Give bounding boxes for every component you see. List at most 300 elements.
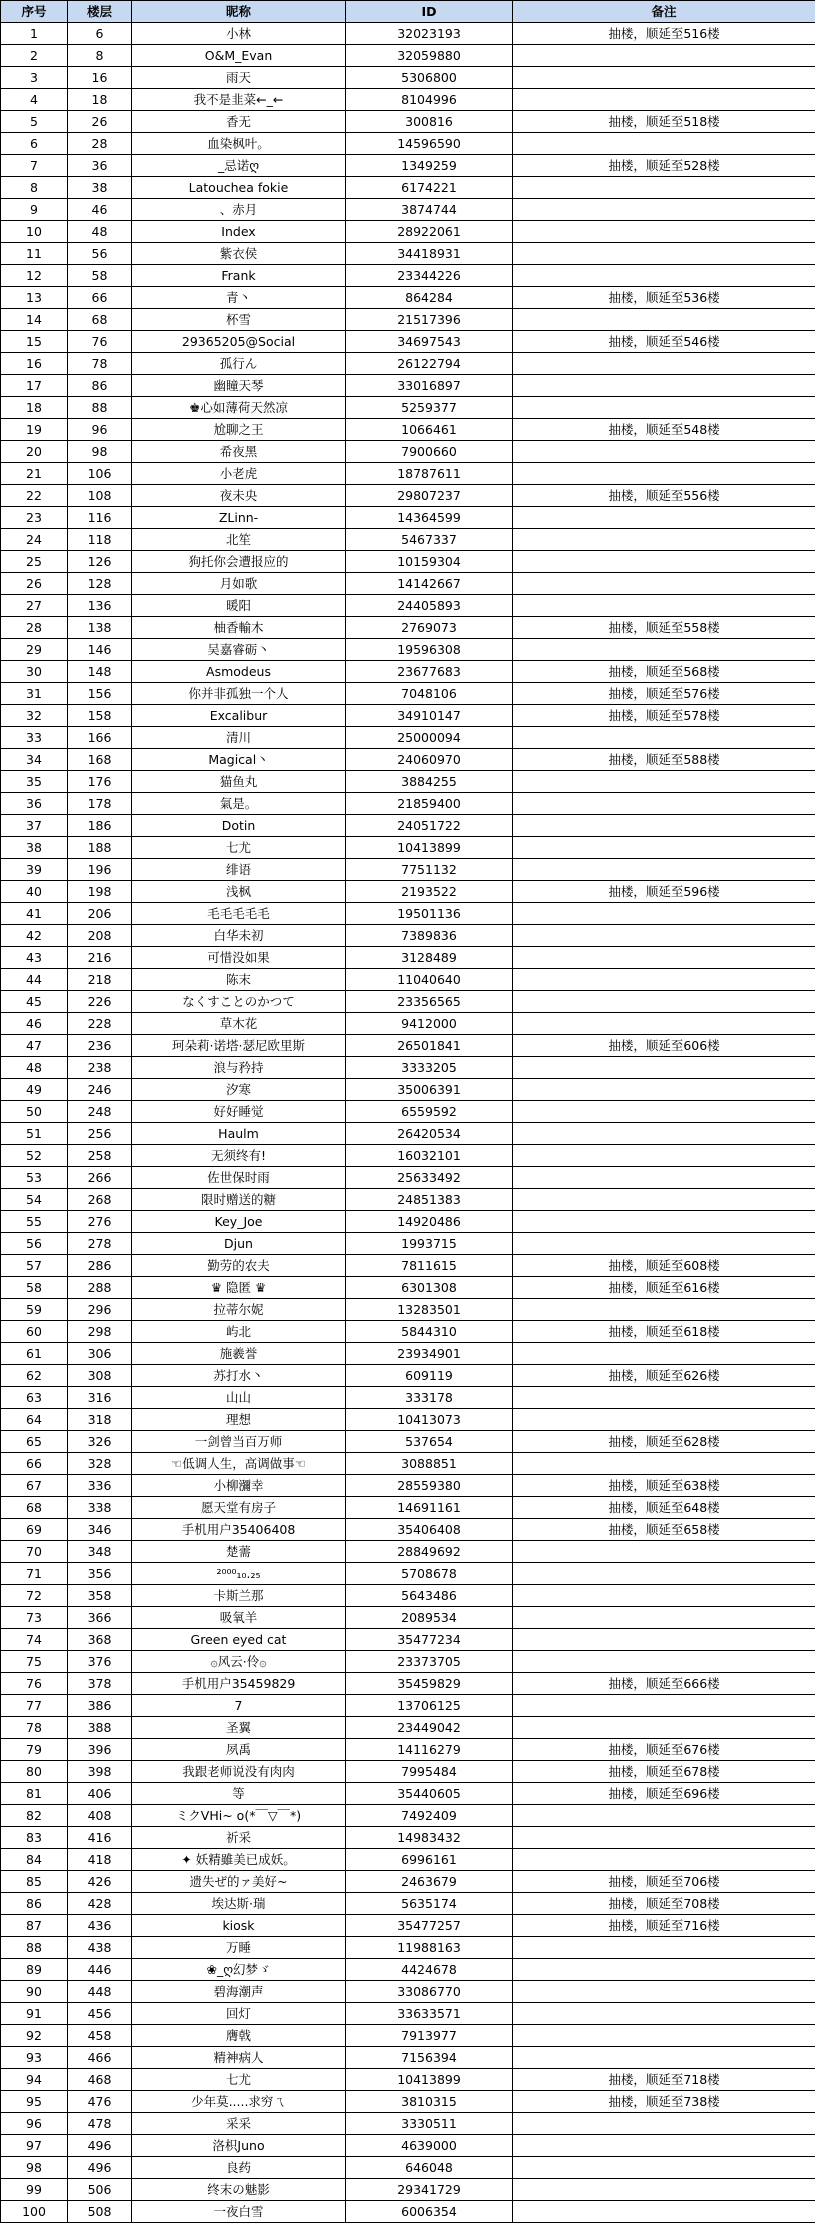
note-cell: 抽楼，顺延至588楼	[513, 749, 815, 771]
row-index-cell: 21	[1, 463, 68, 485]
row-index-cell: 18	[1, 397, 68, 419]
nickname-cell: 少年莫.....求穷ㄟ	[132, 2091, 346, 2113]
row-index-cell: 78	[1, 1717, 68, 1739]
row-index-cell: 60	[1, 1321, 68, 1343]
nickname-cell: ❀_ღ幻梦ゞ	[132, 1959, 346, 1981]
note-cell	[513, 1299, 815, 1321]
floor-cell: 226	[68, 991, 132, 1013]
table-row	[1, 1607, 815, 1629]
id-cell: 609119	[346, 1365, 513, 1387]
table-row	[1, 265, 815, 287]
floor-cell: 26	[68, 111, 132, 133]
floor-cell: 96	[68, 419, 132, 441]
floor-cell: 458	[68, 2025, 132, 2047]
id-cell: 2769073	[346, 617, 513, 639]
id-cell: 10413899	[346, 2069, 513, 2091]
nickname-cell: 、赤月	[132, 199, 346, 221]
id-cell: 6996161	[346, 1849, 513, 1871]
note-cell	[513, 1607, 815, 1629]
note-cell: 抽楼，顺延至556楼	[513, 485, 815, 507]
nickname-cell: Excalibur	[132, 705, 346, 727]
note-cell	[513, 551, 815, 573]
floor-cell: 138	[68, 617, 132, 639]
note-cell: 抽楼，顺延至628楼	[513, 1431, 815, 1453]
nickname-cell: 29365205@Social	[132, 331, 346, 353]
nickname-cell: 回灯	[132, 2003, 346, 2025]
note-cell	[513, 529, 815, 551]
nickname-cell: 愿天堂有房子	[132, 1497, 346, 1519]
note-cell: 抽楼，顺延至666楼	[513, 1673, 815, 1695]
nickname-cell: 珂朵莉·诺塔·瑟尼欧里斯	[132, 1035, 346, 1057]
nickname-cell: Key_Joe	[132, 1211, 346, 1233]
row-index-cell: 33	[1, 727, 68, 749]
note-cell: 抽楼，顺延至576楼	[513, 683, 815, 705]
nickname-cell: 理想	[132, 1409, 346, 1431]
floor-cell: 38	[68, 177, 132, 199]
floor-cell: 396	[68, 1739, 132, 1761]
table-row	[1, 1915, 815, 1937]
table-row	[1, 1871, 815, 1893]
table-row	[1, 89, 815, 111]
note-cell	[513, 1651, 815, 1673]
note-cell	[513, 1233, 815, 1255]
note-cell	[513, 1937, 815, 1959]
floor-cell: 208	[68, 925, 132, 947]
floor-cell: 468	[68, 2069, 132, 2091]
row-index-cell: 45	[1, 991, 68, 1013]
floor-cell: 466	[68, 2047, 132, 2069]
note-cell	[513, 1057, 815, 1079]
floor-cell: 506	[68, 2179, 132, 2201]
note-cell	[513, 947, 815, 969]
note-cell	[513, 265, 815, 287]
table-row	[1, 903, 815, 925]
floor-cell: 366	[68, 1607, 132, 1629]
nickname-cell: 7	[132, 1695, 346, 1717]
note-cell	[513, 639, 815, 661]
row-index-cell: 28	[1, 617, 68, 639]
note-cell	[513, 133, 815, 155]
id-cell: 35477257	[346, 1915, 513, 1937]
nickname-cell: Dotin	[132, 815, 346, 837]
id-cell: 6174221	[346, 177, 513, 199]
id-cell: 26501841	[346, 1035, 513, 1057]
id-cell: 23344226	[346, 265, 513, 287]
row-index-cell: 75	[1, 1651, 68, 1673]
table-row	[1, 1959, 815, 1981]
note-cell: 抽楼，顺延至618楼	[513, 1321, 815, 1343]
nickname-cell: Asmodeus	[132, 661, 346, 683]
row-index-cell: 61	[1, 1343, 68, 1365]
row-index-cell: 51	[1, 1123, 68, 1145]
nickname-cell: ♚心如薄荷天然凉	[132, 397, 346, 419]
table-row	[1, 1409, 815, 1431]
row-index-cell: 91	[1, 2003, 68, 2025]
floor-cell: 276	[68, 1211, 132, 1233]
nickname-cell: Green eyed cat	[132, 1629, 346, 1651]
id-cell: 14116279	[346, 1739, 513, 1761]
nickname-cell: 施羲誉	[132, 1343, 346, 1365]
id-cell: 7492409	[346, 1805, 513, 1827]
row-index-cell: 3	[1, 67, 68, 89]
nickname-cell: 洛枳Juno	[132, 2135, 346, 2157]
id-cell: 32059880	[346, 45, 513, 67]
id-cell: 6559592	[346, 1101, 513, 1123]
id-cell: 5635174	[346, 1893, 513, 1915]
row-index-cell: 90	[1, 1981, 68, 2003]
nickname-cell: 埃达斯·瑞	[132, 1893, 346, 1915]
nickname-cell: 青丶	[132, 287, 346, 309]
note-cell	[513, 1541, 815, 1563]
row-index-cell: 29	[1, 639, 68, 661]
nickname-cell: 拉蒂尔妮	[132, 1299, 346, 1321]
row-index-cell: 83	[1, 1827, 68, 1849]
nickname-cell: 月如歌	[132, 573, 346, 595]
id-cell: 3128489	[346, 947, 513, 969]
table-row	[1, 1167, 815, 1189]
nickname-cell: 浅枫	[132, 881, 346, 903]
row-index-cell: 85	[1, 1871, 68, 1893]
floor-cell: 48	[68, 221, 132, 243]
note-cell: 抽楼，顺延至626楼	[513, 1365, 815, 1387]
table-row	[1, 661, 815, 683]
note-cell: 抽楼，顺延至676楼	[513, 1739, 815, 1761]
nickname-cell: 汐寒	[132, 1079, 346, 1101]
id-cell: 4639000	[346, 2135, 513, 2157]
nickname-cell: 杯雪	[132, 309, 346, 331]
nickname-cell: 屿北	[132, 1321, 346, 1343]
id-cell: 25633492	[346, 1167, 513, 1189]
row-index-cell: 32	[1, 705, 68, 727]
nickname-cell: 手机用户35406408	[132, 1519, 346, 1541]
note-cell	[513, 1717, 815, 1739]
floor-cell: 126	[68, 551, 132, 573]
table-row	[1, 595, 815, 617]
row-index-cell: 47	[1, 1035, 68, 1057]
floor-cell: 358	[68, 1585, 132, 1607]
id-cell: 11988163	[346, 1937, 513, 1959]
table-row	[1, 749, 815, 771]
floor-cell: 508	[68, 2201, 132, 2223]
nickname-cell: 苏打水丶	[132, 1365, 346, 1387]
note-cell	[513, 771, 815, 793]
nickname-cell: 猫鱼丸	[132, 771, 346, 793]
id-cell: 6006354	[346, 2201, 513, 2223]
row-index-cell: 96	[1, 2113, 68, 2135]
note-cell	[513, 573, 815, 595]
row-index-cell: 54	[1, 1189, 68, 1211]
table-row	[1, 45, 815, 67]
row-index-cell: 52	[1, 1145, 68, 1167]
row-index-cell: 53	[1, 1167, 68, 1189]
floor-cell: 86	[68, 375, 132, 397]
table-row	[1, 1387, 815, 1409]
row-index-cell: 58	[1, 1277, 68, 1299]
table-row	[1, 1937, 815, 1959]
row-index-cell: 98	[1, 2157, 68, 2179]
row-index-cell: 86	[1, 1893, 68, 1915]
id-cell: 3810315	[346, 2091, 513, 2113]
row-index-cell: 36	[1, 793, 68, 815]
floor-cell: 196	[68, 859, 132, 881]
floor-cell: 146	[68, 639, 132, 661]
row-index-cell: 15	[1, 331, 68, 353]
nickname-cell: 佐世保时雨	[132, 1167, 346, 1189]
id-cell: 24051722	[346, 815, 513, 837]
table-row	[1, 2091, 815, 2113]
note-cell	[513, 199, 815, 221]
nickname-cell: 一夜白雪	[132, 2201, 346, 2223]
note-cell	[513, 1827, 815, 1849]
nickname-cell: 陈末	[132, 969, 346, 991]
table-row	[1, 177, 815, 199]
table-row	[1, 67, 815, 89]
table-row	[1, 1827, 815, 1849]
table-row	[1, 573, 815, 595]
note-cell	[513, 859, 815, 881]
nickname-cell: 清川	[132, 727, 346, 749]
row-index-cell: 25	[1, 551, 68, 573]
row-index-cell: 76	[1, 1673, 68, 1695]
floor-cell: 148	[68, 661, 132, 683]
table-row	[1, 2003, 815, 2025]
floor-cell: 446	[68, 1959, 132, 1981]
header-note: 备注	[513, 1, 815, 23]
table-body	[1, 23, 815, 2223]
note-cell: 抽楼，顺延至518楼	[513, 111, 815, 133]
note-cell: 抽楼，顺延至606楼	[513, 1035, 815, 1057]
floor-cell: 168	[68, 749, 132, 771]
id-cell: 14920486	[346, 1211, 513, 1233]
floor-cell: 246	[68, 1079, 132, 1101]
nickname-cell: 狗托你会遭报应的	[132, 551, 346, 573]
row-index-cell: 39	[1, 859, 68, 881]
id-cell: 7389836	[346, 925, 513, 947]
floor-cell: 58	[68, 265, 132, 287]
note-cell	[513, 1101, 815, 1123]
row-index-cell: 43	[1, 947, 68, 969]
id-cell: 19501136	[346, 903, 513, 925]
nickname-cell: 精神病人	[132, 2047, 346, 2069]
id-cell: 34418931	[346, 243, 513, 265]
id-cell: 3088851	[346, 1453, 513, 1475]
id-cell: 14983432	[346, 1827, 513, 1849]
id-cell: 1349259	[346, 155, 513, 177]
table-row	[1, 111, 815, 133]
floor-cell: 188	[68, 837, 132, 859]
row-index-cell: 66	[1, 1453, 68, 1475]
table-row	[1, 1233, 815, 1255]
note-cell	[513, 1167, 815, 1189]
table-row	[1, 1343, 815, 1365]
nickname-cell: 我不是韭菜←_←	[132, 89, 346, 111]
floor-cell: 326	[68, 1431, 132, 1453]
table-row	[1, 529, 815, 551]
floor-cell: 186	[68, 815, 132, 837]
floor-cell: 338	[68, 1497, 132, 1519]
table-row	[1, 1255, 815, 1277]
floor-cell: 496	[68, 2135, 132, 2157]
note-cell: 抽楼，顺延至706楼	[513, 1871, 815, 1893]
table-row	[1, 2135, 815, 2157]
nickname-cell: 采采	[132, 2113, 346, 2135]
row-index-cell: 40	[1, 881, 68, 903]
note-cell	[513, 969, 815, 991]
id-cell: 3333205	[346, 1057, 513, 1079]
note-cell	[513, 991, 815, 1013]
table-row	[1, 331, 815, 353]
floor-cell: 98	[68, 441, 132, 463]
row-index-cell: 12	[1, 265, 68, 287]
floor-cell: 318	[68, 1409, 132, 1431]
nickname-cell: 雨天	[132, 67, 346, 89]
floor-cell: 356	[68, 1563, 132, 1585]
id-cell: 5708678	[346, 1563, 513, 1585]
row-index-cell: 59	[1, 1299, 68, 1321]
row-index-cell: 31	[1, 683, 68, 705]
nickname-cell: Magical丶	[132, 749, 346, 771]
nickname-cell: 良药	[132, 2157, 346, 2179]
nickname-cell: 绯语	[132, 859, 346, 881]
floor-cell: 418	[68, 1849, 132, 1871]
nickname-cell: 紫衣侯	[132, 243, 346, 265]
id-cell: 32023193	[346, 23, 513, 45]
floor-cell: 346	[68, 1519, 132, 1541]
id-cell: 35459829	[346, 1673, 513, 1695]
floor-cell: 328	[68, 1453, 132, 1475]
nickname-cell: ۞风云·伶۞	[132, 1651, 346, 1673]
floor-cell: 298	[68, 1321, 132, 1343]
row-index-cell: 34	[1, 749, 68, 771]
floor-cell: 348	[68, 1541, 132, 1563]
floor-cell: 288	[68, 1277, 132, 1299]
table-row	[1, 793, 815, 815]
floor-cell: 158	[68, 705, 132, 727]
row-index-cell: 13	[1, 287, 68, 309]
note-cell	[513, 2113, 815, 2135]
row-index-cell: 2	[1, 45, 68, 67]
note-cell	[513, 89, 815, 111]
row-index-cell: 17	[1, 375, 68, 397]
row-index-cell: 71	[1, 1563, 68, 1585]
table-row	[1, 1101, 815, 1123]
floor-cell: 398	[68, 1761, 132, 1783]
nickname-cell: 碧海潮声	[132, 1981, 346, 2003]
table-row	[1, 1013, 815, 1035]
id-cell: 29807237	[346, 485, 513, 507]
floor-cell: 108	[68, 485, 132, 507]
nickname-cell: kiosk	[132, 1915, 346, 1937]
nickname-cell: 浪与矜持	[132, 1057, 346, 1079]
floor-cell: 438	[68, 1937, 132, 1959]
id-cell: 6301308	[346, 1277, 513, 1299]
floor-cell: 106	[68, 463, 132, 485]
table-row	[1, 23, 815, 45]
note-cell	[513, 1981, 815, 2003]
floor-cell: 78	[68, 353, 132, 375]
floor-cell: 218	[68, 969, 132, 991]
note-cell: 抽楼，顺延至716楼	[513, 1915, 815, 1937]
nickname-cell: 吴嘉睿砺丶	[132, 639, 346, 661]
row-index-cell: 19	[1, 419, 68, 441]
note-cell	[513, 903, 815, 925]
floor-cell: 436	[68, 1915, 132, 1937]
note-cell: 抽楼，顺延至528楼	[513, 155, 815, 177]
floor-cell: 408	[68, 1805, 132, 1827]
table-row	[1, 815, 815, 837]
note-cell	[513, 67, 815, 89]
row-index-cell: 73	[1, 1607, 68, 1629]
table-row	[1, 1299, 815, 1321]
nickname-cell: 无须终有!	[132, 1145, 346, 1167]
header-nickname: 昵称	[132, 1, 346, 23]
table-row	[1, 1673, 815, 1695]
note-cell	[513, 727, 815, 749]
row-index-cell: 35	[1, 771, 68, 793]
note-cell: 抽楼，顺延至696楼	[513, 1783, 815, 1805]
id-cell: 33016897	[346, 375, 513, 397]
nickname-cell: 我跟老师说没有肉肉	[132, 1761, 346, 1783]
table-row	[1, 199, 815, 221]
table-row	[1, 2201, 815, 2223]
row-index-cell: 72	[1, 1585, 68, 1607]
note-cell	[513, 815, 815, 837]
table-row	[1, 551, 815, 573]
table-row	[1, 1057, 815, 1079]
note-cell: 抽楼，顺延至546楼	[513, 331, 815, 353]
nickname-cell: ✦ 妖精雖美已成妖。	[132, 1849, 346, 1871]
id-cell: 33633571	[346, 2003, 513, 2025]
note-cell	[513, 1387, 815, 1409]
floor-cell: 368	[68, 1629, 132, 1651]
nickname-cell: 一剑曾当百万师	[132, 1431, 346, 1453]
table-row	[1, 727, 815, 749]
id-cell: 7156394	[346, 2047, 513, 2069]
note-cell	[513, 1013, 815, 1035]
id-cell: 7995484	[346, 1761, 513, 1783]
nickname-cell: 氣是。	[132, 793, 346, 815]
header-id: ID	[346, 1, 513, 23]
note-cell	[513, 1145, 815, 1167]
note-cell: 抽楼，顺延至718楼	[513, 2069, 815, 2091]
id-cell: 300816	[346, 111, 513, 133]
row-index-cell: 44	[1, 969, 68, 991]
nickname-cell: 膺戟	[132, 2025, 346, 2047]
floor-cell: 248	[68, 1101, 132, 1123]
nickname-cell: 小林	[132, 23, 346, 45]
note-cell: 抽楼，顺延至738楼	[513, 2091, 815, 2113]
id-cell: 28922061	[346, 221, 513, 243]
floor-cell: 228	[68, 1013, 132, 1035]
nickname-cell: 尬聊之王	[132, 419, 346, 441]
note-cell: 抽楼，顺延至678楼	[513, 1761, 815, 1783]
floor-cell: 128	[68, 573, 132, 595]
table-row	[1, 1123, 815, 1145]
table-row	[1, 1277, 815, 1299]
id-cell: 24405893	[346, 595, 513, 617]
table-row	[1, 925, 815, 947]
table-row	[1, 1739, 815, 1761]
floor-cell: 206	[68, 903, 132, 925]
id-cell: 7900660	[346, 441, 513, 463]
row-index-cell: 27	[1, 595, 68, 617]
id-cell: 3874744	[346, 199, 513, 221]
id-cell: 5467337	[346, 529, 513, 551]
table-row	[1, 133, 815, 155]
floor-cell: 88	[68, 397, 132, 419]
table-row	[1, 1519, 815, 1541]
id-cell: 2193522	[346, 881, 513, 903]
